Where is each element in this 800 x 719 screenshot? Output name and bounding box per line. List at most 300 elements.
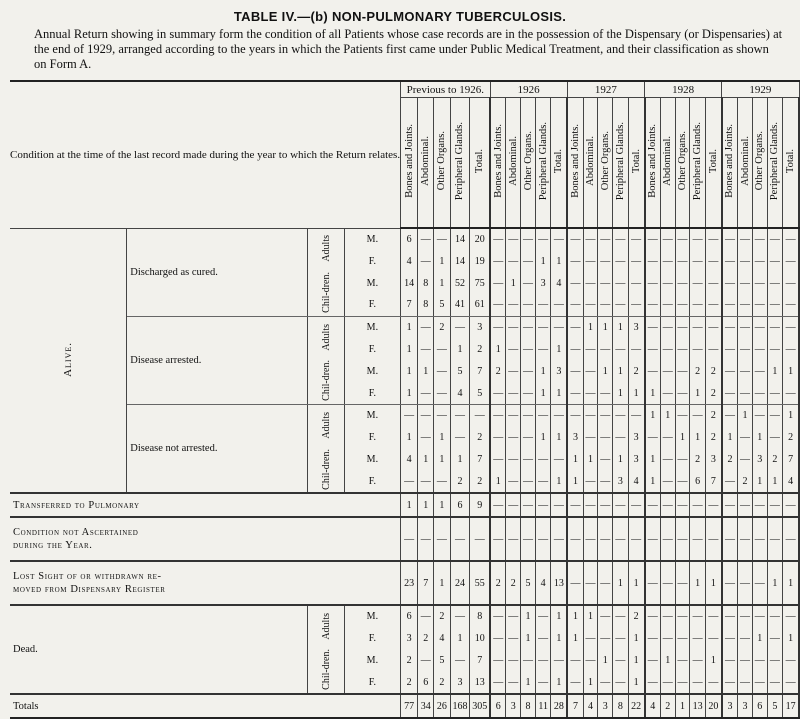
value-cell: — — [783, 338, 799, 360]
value-cell: 1 — [418, 360, 434, 382]
value-cell: — — [418, 405, 434, 427]
value-cell: 7 — [470, 449, 490, 471]
value-cell: — — [551, 449, 567, 471]
value-cell: — — [752, 250, 767, 272]
value-cell: 8 — [521, 694, 536, 718]
value-cell: 4 — [434, 627, 450, 649]
column-subheader: Peripheral Glands. — [767, 98, 783, 229]
value-cell: — — [551, 649, 567, 671]
value-cell: 1 — [418, 449, 434, 471]
value-cell: — — [613, 294, 629, 316]
value-cell: 1 — [583, 672, 598, 694]
value-cell: 4 — [783, 471, 799, 493]
column-subheader: Abdominal. — [583, 98, 598, 229]
value-cell: — — [490, 250, 506, 272]
value-cell: — — [567, 338, 583, 360]
value-cell: — — [660, 272, 675, 294]
value-cell: — — [551, 493, 567, 517]
value-cell: — — [738, 382, 753, 404]
value-cell: — — [583, 649, 598, 671]
value-cell: 1 — [401, 360, 418, 382]
value-cell: — — [418, 517, 434, 561]
value-cell: 2 — [783, 427, 799, 449]
value-cell: 1 — [705, 649, 721, 671]
value-cell: — — [675, 493, 690, 517]
value-cell: 1 — [567, 449, 583, 471]
value-cell: 1 — [434, 449, 450, 471]
value-cell: — — [645, 316, 661, 338]
value-cell: — — [705, 493, 721, 517]
value-cell: — — [521, 405, 536, 427]
value-cell: — — [690, 294, 706, 316]
value-cell: — — [567, 493, 583, 517]
value-cell: — — [645, 605, 661, 627]
value-cell: 1 — [418, 493, 434, 517]
value-cell: — — [675, 561, 690, 605]
arrested-label: Disease arrested. — [127, 316, 308, 404]
value-cell: 13 — [551, 561, 567, 605]
value-cell: — — [434, 228, 450, 250]
value-cell: — — [567, 405, 583, 427]
value-cell: 7 — [418, 561, 434, 605]
value-cell: — — [551, 228, 567, 250]
value-cell: — — [690, 672, 706, 694]
value-cell: — — [613, 250, 629, 272]
value-cell: 4 — [551, 272, 567, 294]
value-cell: 2 — [767, 449, 783, 471]
value-cell: 1 — [613, 561, 629, 605]
value-cell: 3 — [628, 427, 644, 449]
value-cell: 3 — [705, 449, 721, 471]
value-cell: — — [613, 338, 629, 360]
value-cell: — — [490, 427, 506, 449]
value-cell: 4 — [645, 694, 661, 718]
sex-label: M. — [344, 605, 400, 627]
value-cell: 4 — [535, 561, 551, 605]
value-cell: — — [401, 471, 418, 493]
value-cell: — — [738, 449, 753, 471]
value-cell: — — [535, 405, 551, 427]
value-cell: — — [738, 250, 753, 272]
value-cell: — — [722, 649, 738, 671]
value-cell: 7 — [567, 694, 583, 718]
value-cell: 9 — [470, 493, 490, 517]
tuberculosis-return-table — [10, 80, 800, 719]
value-cell: 1 — [583, 605, 598, 627]
dead-label: Dead. — [10, 605, 308, 694]
value-cell: — — [434, 382, 450, 404]
value-cell: 1 — [598, 360, 613, 382]
value-cell: 2 — [418, 627, 434, 649]
adults-label: Adults — [308, 316, 344, 360]
value-cell: 1 — [551, 427, 567, 449]
column-subheader: Total. — [470, 98, 490, 229]
column-subheader: Other Organs. — [598, 98, 613, 229]
period-header: 1929 — [722, 81, 799, 98]
value-cell: — — [767, 294, 783, 316]
value-cell: 1 — [583, 316, 598, 338]
value-cell: — — [535, 228, 551, 250]
value-cell: — — [752, 294, 767, 316]
value-cell: — — [722, 561, 738, 605]
value-cell: — — [675, 382, 690, 404]
value-cell: — — [660, 449, 675, 471]
column-subheader: Other Organs. — [434, 98, 450, 229]
value-cell: — — [506, 493, 521, 517]
value-cell: 5 — [767, 694, 783, 718]
value-cell: — — [645, 493, 661, 517]
value-cell: — — [567, 360, 583, 382]
value-cell: — — [675, 605, 690, 627]
value-cell: — — [690, 649, 706, 671]
value-cell: — — [752, 338, 767, 360]
value-cell: — — [722, 493, 738, 517]
value-cell: — — [521, 382, 536, 404]
value-cell: — — [645, 517, 661, 561]
value-cell: 5 — [470, 382, 490, 404]
value-cell: 1 — [434, 272, 450, 294]
value-cell: — — [598, 517, 613, 561]
value-cell: — — [675, 471, 690, 493]
value-cell: 14 — [450, 250, 470, 272]
value-cell: 2 — [660, 694, 675, 718]
value-cell: — — [613, 228, 629, 250]
value-cell: — — [490, 493, 506, 517]
value-cell: — — [738, 517, 753, 561]
value-cell: — — [535, 493, 551, 517]
value-cell: — — [450, 405, 470, 427]
value-cell: 3 — [613, 471, 629, 493]
value-cell: — — [490, 405, 506, 427]
value-cell: 1 — [783, 405, 799, 427]
value-cell: 305 — [470, 694, 490, 718]
value-cell: — — [722, 672, 738, 694]
value-cell: — — [675, 449, 690, 471]
value-cell: 1 — [613, 449, 629, 471]
value-cell: — — [690, 272, 706, 294]
value-cell: 2 — [690, 360, 706, 382]
value-cell: 3 — [567, 427, 583, 449]
value-cell: 1 — [567, 605, 583, 627]
value-cell: — — [783, 605, 799, 627]
value-cell: — — [418, 228, 434, 250]
period-header: 1926 — [490, 81, 567, 98]
value-cell: — — [722, 316, 738, 338]
value-cell: 7 — [705, 471, 721, 493]
value-cell: 7 — [470, 649, 490, 671]
value-cell: — — [583, 250, 598, 272]
value-cell: — — [490, 449, 506, 471]
value-cell: — — [645, 561, 661, 605]
value-cell: — — [598, 561, 613, 605]
value-cell: — — [738, 605, 753, 627]
value-cell: 3 — [535, 272, 551, 294]
value-cell: 1 — [598, 649, 613, 671]
value-cell: — — [598, 471, 613, 493]
value-cell: — — [690, 250, 706, 272]
value-cell: — — [738, 493, 753, 517]
value-cell: 3 — [506, 694, 521, 718]
value-cell: 8 — [418, 272, 434, 294]
value-cell: — — [506, 405, 521, 427]
value-cell: 2 — [434, 316, 450, 338]
value-cell: 1 — [783, 627, 799, 649]
value-cell: — — [722, 405, 738, 427]
value-cell: 4 — [401, 250, 418, 272]
children-label: Chil-dren. — [308, 360, 344, 404]
value-cell: — — [645, 250, 661, 272]
value-cell: 11 — [535, 694, 551, 718]
value-cell: — — [567, 382, 583, 404]
value-cell: — — [628, 228, 644, 250]
column-subheader: Abdominal. — [660, 98, 675, 229]
value-cell: 1 — [521, 627, 536, 649]
value-cell: 1 — [613, 360, 629, 382]
value-cell: 1 — [551, 338, 567, 360]
value-cell: — — [752, 316, 767, 338]
value-cell: 52 — [450, 272, 470, 294]
children-label: Chil-dren. — [308, 649, 344, 694]
value-cell: — — [783, 493, 799, 517]
value-cell: — — [401, 405, 418, 427]
value-cell: — — [783, 517, 799, 561]
value-cell: — — [418, 649, 434, 671]
sex-label: M. — [344, 649, 400, 671]
value-cell: — — [783, 382, 799, 404]
children-label: Chil-dren. — [308, 449, 344, 494]
column-subheader: Bones and Joints. — [490, 98, 506, 229]
value-cell: — — [613, 493, 629, 517]
value-cell: — — [434, 405, 450, 427]
value-cell: — — [705, 294, 721, 316]
value-cell: — — [783, 316, 799, 338]
value-cell: — — [583, 627, 598, 649]
value-cell: — — [551, 294, 567, 316]
value-cell: — — [506, 338, 521, 360]
value-cell: — — [722, 471, 738, 493]
value-cell: 14 — [401, 272, 418, 294]
value-cell: 1 — [690, 561, 706, 605]
value-cell: — — [783, 228, 799, 250]
value-cell: 28 — [551, 694, 567, 718]
value-cell: — — [767, 405, 783, 427]
value-cell: — — [767, 493, 783, 517]
value-cell: — — [783, 294, 799, 316]
value-cell: — — [521, 471, 536, 493]
table-row — [10, 405, 799, 427]
value-cell: — — [506, 672, 521, 694]
value-cell: — — [521, 316, 536, 338]
value-cell: 34 — [418, 694, 434, 718]
value-cell: — — [690, 338, 706, 360]
value-cell: 1 — [690, 382, 706, 404]
value-cell: 1 — [613, 382, 629, 404]
value-cell: — — [567, 228, 583, 250]
value-cell: — — [628, 272, 644, 294]
value-cell: — — [418, 605, 434, 627]
value-cell: — — [767, 272, 783, 294]
value-cell: 1 — [722, 427, 738, 449]
value-cell: 7 — [401, 294, 418, 316]
value-cell: — — [613, 672, 629, 694]
not-arrested-label: Disease not arrested. — [127, 405, 308, 494]
value-cell: — — [675, 672, 690, 694]
value-cell: 2 — [722, 449, 738, 471]
value-cell: — — [567, 561, 583, 605]
value-cell: — — [583, 338, 598, 360]
value-cell: — — [752, 382, 767, 404]
column-subheader: Total. — [705, 98, 721, 229]
value-cell: — — [628, 517, 644, 561]
value-cell: 1 — [738, 405, 753, 427]
value-cell: — — [506, 360, 521, 382]
value-cell: — — [628, 405, 644, 427]
value-cell: 1 — [401, 382, 418, 404]
value-cell: — — [675, 405, 690, 427]
value-cell: — — [675, 272, 690, 294]
value-cell: — — [450, 649, 470, 671]
value-cell: — — [690, 493, 706, 517]
period-header: Previous to 1926. — [401, 81, 490, 98]
table-description: Annual Return showing in summary form the condition of all Patients whose case records are in the possession of the Dispensary (or Dispensaries) at the end of 1929, arranged according to the years in which the Patients first came under Public Medical Treatment, and their classification as shown on Form A. — [34, 27, 783, 71]
value-cell: — — [490, 605, 506, 627]
value-cell: 2 — [470, 471, 490, 493]
value-cell: — — [675, 649, 690, 671]
value-cell: — — [705, 517, 721, 561]
value-cell: — — [675, 338, 690, 360]
period-header: 1928 — [645, 81, 722, 98]
value-cell: — — [551, 517, 567, 561]
value-cell: — — [660, 672, 675, 694]
value-cell: — — [583, 360, 598, 382]
value-cell: — — [705, 250, 721, 272]
value-cell: — — [690, 405, 706, 427]
value-cell: — — [490, 316, 506, 338]
value-cell: 1 — [450, 449, 470, 471]
value-cell: — — [613, 517, 629, 561]
value-cell: — — [628, 294, 644, 316]
value-cell: — — [490, 672, 506, 694]
value-cell: — — [506, 382, 521, 404]
value-cell: 2 — [705, 360, 721, 382]
value-cell: 5 — [434, 649, 450, 671]
value-cell: — — [645, 338, 661, 360]
value-cell: 1 — [583, 449, 598, 471]
value-cell: — — [767, 427, 783, 449]
value-cell: — — [418, 250, 434, 272]
value-cell: — — [506, 471, 521, 493]
table-row — [10, 561, 799, 605]
value-cell: 3 — [450, 672, 470, 694]
value-cell: 1 — [551, 672, 567, 694]
column-subheader: Abdominal. — [738, 98, 753, 229]
value-cell: 1 — [434, 250, 450, 272]
value-cell: 1 — [645, 405, 661, 427]
value-cell: 1 — [705, 561, 721, 605]
value-cell: — — [551, 316, 567, 338]
column-subheader: Bones and Joints. — [645, 98, 661, 229]
value-cell: — — [506, 649, 521, 671]
transferred-label: Transferred to Pulmonary — [10, 493, 401, 517]
column-subheader: Peripheral Glands. — [613, 98, 629, 229]
adults-label: Adults — [308, 228, 344, 272]
discharged-label: Discharged as cured. — [127, 228, 308, 316]
table-row — [10, 493, 799, 517]
value-cell: — — [598, 228, 613, 250]
value-cell: 8 — [470, 605, 490, 627]
lost-sight-label: Lost Sight of or withdrawn re- moved from Dispensary Register — [10, 561, 401, 605]
value-cell: 2 — [450, 471, 470, 493]
column-subheader: Peripheral Glands. — [450, 98, 470, 229]
value-cell: 2 — [705, 382, 721, 404]
adults-label: Adults — [308, 605, 344, 649]
sex-label: M. — [344, 449, 400, 471]
value-cell: 3 — [551, 360, 567, 382]
value-cell: 8 — [418, 294, 434, 316]
value-cell: — — [660, 228, 675, 250]
value-cell: — — [506, 250, 521, 272]
value-cell: — — [783, 672, 799, 694]
value-cell: 4 — [628, 471, 644, 493]
value-cell: 8 — [613, 694, 629, 718]
column-subheader: Bones and Joints. — [567, 98, 583, 229]
value-cell: — — [450, 316, 470, 338]
value-cell: — — [583, 493, 598, 517]
value-cell: — — [567, 517, 583, 561]
value-cell: 1 — [535, 250, 551, 272]
value-cell: 2 — [506, 561, 521, 605]
value-cell: — — [738, 672, 753, 694]
value-cell: — — [783, 272, 799, 294]
value-cell: — — [418, 382, 434, 404]
value-cell: — — [690, 228, 706, 250]
value-cell: 6 — [418, 672, 434, 694]
value-cell: — — [722, 294, 738, 316]
table-title: TABLE IV.—(b) NON-PULMONARY TUBERCULOSIS. — [233, 9, 567, 24]
value-cell: — — [705, 338, 721, 360]
value-cell: 1 — [645, 471, 661, 493]
value-cell: — — [490, 294, 506, 316]
value-cell: 13 — [470, 672, 490, 694]
value-cell: — — [705, 272, 721, 294]
value-cell: 5 — [450, 360, 470, 382]
value-cell: — — [722, 382, 738, 404]
column-subheader: Peripheral Glands. — [535, 98, 551, 229]
value-cell: — — [490, 517, 506, 561]
value-cell: — — [567, 649, 583, 671]
column-subheader: Abdominal. — [418, 98, 434, 229]
value-cell: — — [521, 493, 536, 517]
value-cell: — — [752, 672, 767, 694]
value-cell: 10 — [470, 627, 490, 649]
value-cell: 5 — [434, 294, 450, 316]
value-cell: — — [752, 517, 767, 561]
value-cell: 20 — [470, 228, 490, 250]
value-cell: 1 — [490, 338, 506, 360]
value-cell: 3 — [470, 316, 490, 338]
value-cell: 24 — [450, 561, 470, 605]
value-cell: — — [767, 316, 783, 338]
value-cell: — — [598, 672, 613, 694]
value-cell: 55 — [470, 561, 490, 605]
value-cell: — — [705, 228, 721, 250]
value-cell: 77 — [401, 694, 418, 718]
value-cell: — — [722, 272, 738, 294]
value-cell: — — [705, 672, 721, 694]
value-cell: 1 — [767, 561, 783, 605]
value-cell: — — [690, 627, 706, 649]
period-header: 1927 — [567, 81, 644, 98]
